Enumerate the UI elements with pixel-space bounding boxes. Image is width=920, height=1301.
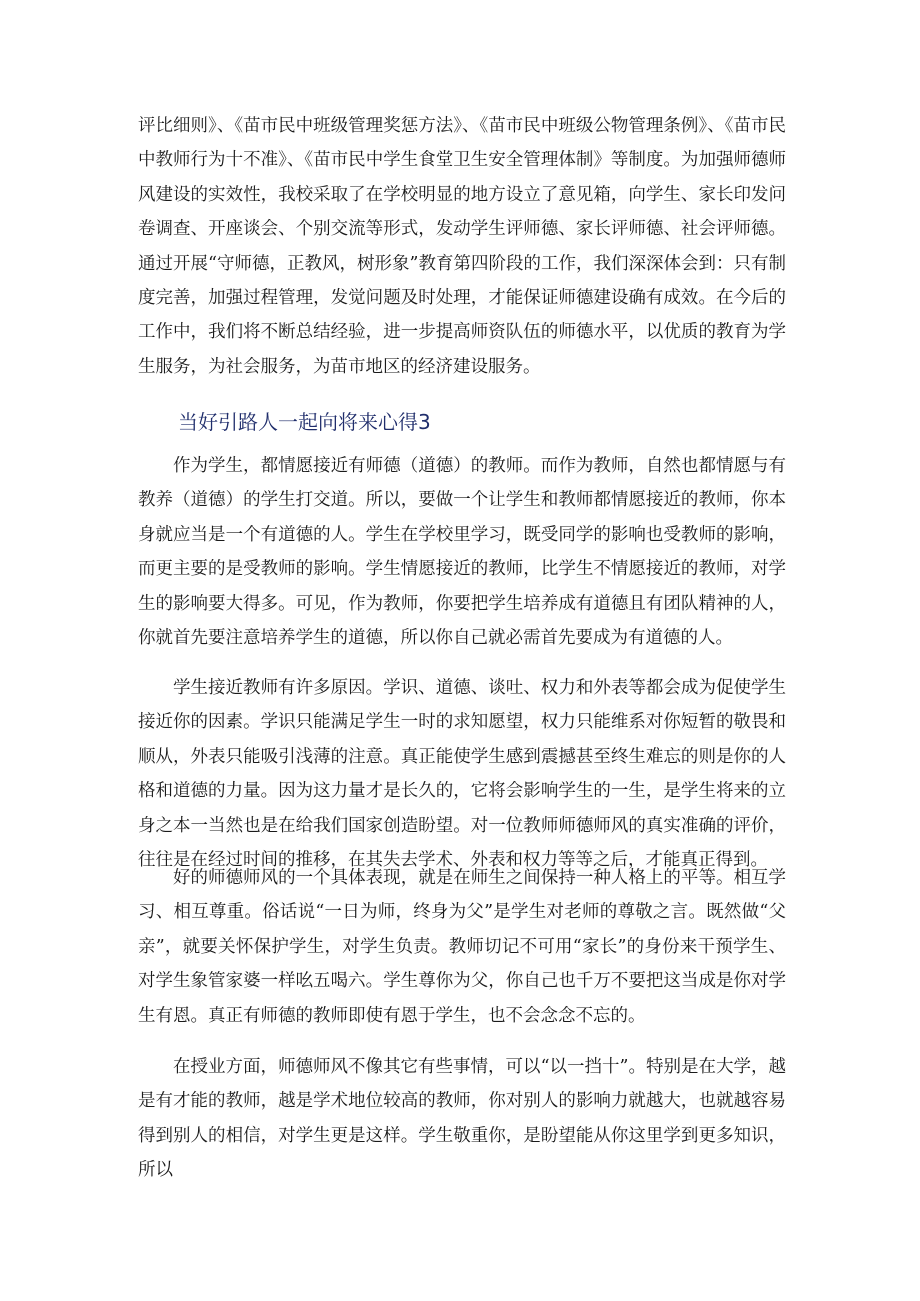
body-paragraph: 作为学生，都情愿接近有师德（道德）的教师。而作为教师，自然也都情愿与有教养（道德）的学生打交道。所以，要做一个让学生和教师都情愿接近的教师，你本身就应当是一个有道德的人。学生在学校里学习，既受同学的影响也受教师的影响，而更主要的是受教师的影响。学生情愿接近的教师，比学生不情愿接近的教师，对学生的影响要大得多。可见，作为教师，你要把学生培养成有道德且有团队精神的人，你就首先要注意培养学生的道德，所以你自己就必需首先要成为有道德的人。 xyxy=(138,456,786,649)
body-paragraph: 评比细则》、《苗市民中班级管理奖惩方法》、《苗市民中班级公物管理条例》、《苗市民中教师行为十不准》、《苗市民中学生食堂卫生安全管理体制》等制度。为加强师德师风建设的实效性，我校采取了在学校明显的地方设立了意见箱，向学生、家长印发问卷调查、开座谈会、个别交流等形式，发动学生评师德、家长评师德、社会评师德。通过开展“守师德，正教风，树形象”教育第四阶段的工作，我们深深体会到：只有制度完善，加强过程管理，发觉问题及时处理，才能保证师德建设确有成效。在今后的工作中，我们将不断总结经验，进一步提高师资队伍的师德水平，以优质的教育为学生服务，为社会服务，为苗市地区的经济建设服务。 xyxy=(138,116,786,377)
body-paragraph: 在授业方面，师德师风不像其它有些事情，可以“以一挡十”。特别是在大学，越是有才能的教师，越是学术地位较高的教师，你对别人的影响力就越大，也就越容易得到别人的相信，对学生更是这样。学生敬重你，是盼望能从你这里学到更多知识，所以 xyxy=(138,1057,786,1181)
body-paragraph: 好的师德师风的一个具体表现，就是在师生之间保持一种人格上的平等。相互学习、相互尊重。俗话说“一日为师，终身为父”是学生对老师的尊敬之言。既然做“父亲”，就要关怀保护学生，对学生负责。教师切记不可用“家长”的身份来干预学生、对学生象管家婆一样吆五喝六。学生尊你为父，你自己也千万不要把这当成是你对学生有恩。真正有师德的教师即使有恩于学生，也不会念念不忘的。 xyxy=(138,868,786,1026)
body-paragraph: 学生接近教师有许多原因。学识、道德、谈吐、权力和外表等都会成为促使学生接近你的因素。学识只能满足学生一时的求知愿望，权力只能维系对你短暂的敬畏和顺从，外表只能吸引浅薄的注意。真正能使学生感到震撼甚至终生难忘的则是你的人格和道德的力量。因为这力量才是长久的，它将会影响学生的一生，是学生将来的立身之本一当然也是在给我们国家创造盼望。对一位教师师德师风的真实准确的评价，往往是在经过时间的推移，在其失去学术、外表和权力等等之后，才能真正得到。 xyxy=(138,678,786,871)
section-heading: 当好引路人一起向将来心得3 xyxy=(178,410,431,434)
